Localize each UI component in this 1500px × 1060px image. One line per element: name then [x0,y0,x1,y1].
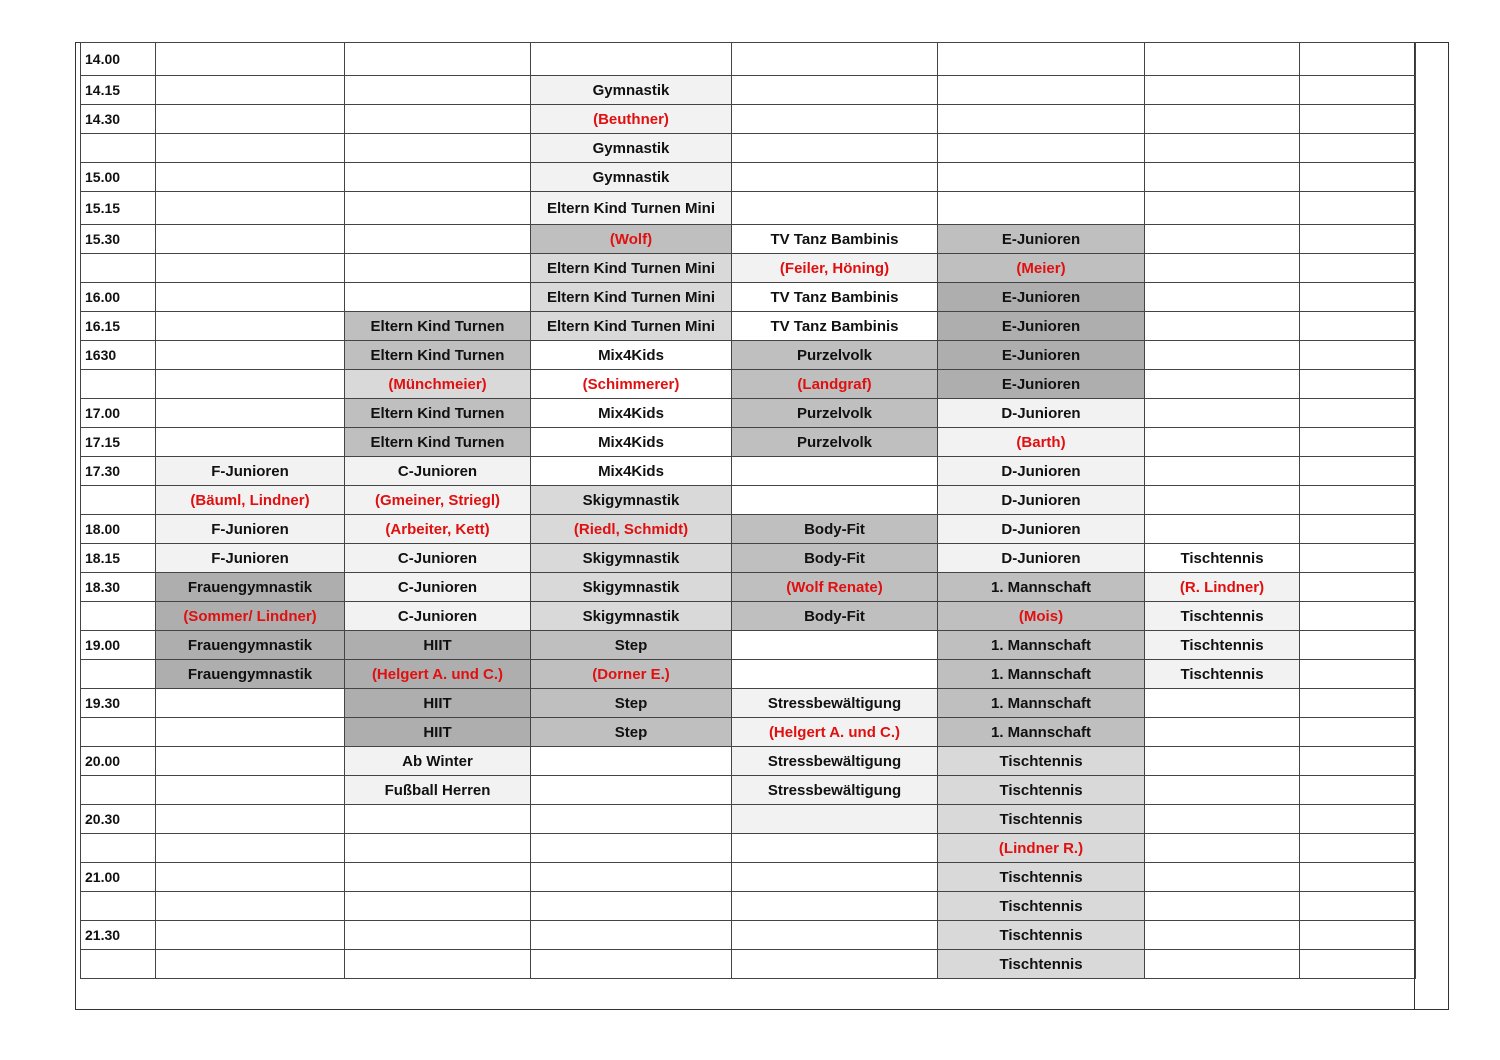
schedule-cell [732,805,938,834]
time-cell [81,950,156,979]
schedule-row [81,254,1416,283]
schedule-cell [345,192,531,225]
time-cell: 15.15 [81,192,156,225]
schedule-cell: Eltern Kind Turnen Mini [531,254,732,283]
schedule-cell: Purzelvolk [732,399,938,428]
schedule-cell: (Helgert A. und C.) [732,718,938,747]
schedule-cell [156,43,345,76]
time-cell: 17.00 [81,399,156,428]
schedule-cell [938,134,1145,163]
schedule-cell [1300,192,1416,225]
schedule-cell [732,105,938,134]
schedule-row [81,544,1416,573]
schedule-cell [1300,689,1416,718]
time-cell [81,486,156,515]
schedule-cell: (Beuthner) [531,105,732,134]
schedule-row [81,660,1416,689]
schedule-cell [531,950,732,979]
schedule-table [80,42,1416,979]
schedule-cell: HIIT [345,631,531,660]
schedule-cell [345,105,531,134]
schedule-cell: (Landgraf) [732,370,938,399]
schedule-row [81,602,1416,631]
time-cell [81,602,156,631]
time-cell [81,776,156,805]
time-cell [81,718,156,747]
schedule-cell [1300,486,1416,515]
schedule-cell: Tischtennis [1145,631,1300,660]
schedule-cell: (Wolf Renate) [732,573,938,602]
time-cell: 18.15 [81,544,156,573]
schedule-cell [156,718,345,747]
schedule-row [81,515,1416,544]
schedule-cell [1300,76,1416,105]
schedule-cell: Eltern Kind Turnen [345,312,531,341]
schedule-cell [156,312,345,341]
schedule-cell [156,747,345,776]
schedule-cell [1300,134,1416,163]
schedule-cell [732,950,938,979]
schedule-cell: D-Junioren [938,544,1145,573]
schedule-cell [531,747,732,776]
schedule-cell: Tischtennis [938,776,1145,805]
schedule-cell: (Riedl, Schmidt) [531,515,732,544]
schedule-cell [1300,776,1416,805]
schedule-cell [1300,950,1416,979]
time-cell: 19.30 [81,689,156,718]
schedule-row [81,428,1416,457]
schedule-row [81,312,1416,341]
schedule-cell [732,486,938,515]
schedule-cell: Mix4Kids [531,341,732,370]
schedule-cell [1145,105,1300,134]
time-cell: 15.30 [81,225,156,254]
schedule-cell [1145,834,1300,863]
schedule-cell [345,163,531,192]
schedule-cell: (Mois) [938,602,1145,631]
schedule-cell [1145,776,1300,805]
schedule-cell [345,921,531,950]
schedule-cell [938,43,1145,76]
schedule-cell: HIIT [345,689,531,718]
schedule-cell [1300,660,1416,689]
schedule-cell: (Schimmerer) [531,370,732,399]
schedule-cell: Fußball Herren [345,776,531,805]
schedule-cell [156,254,345,283]
schedule-cell [1145,718,1300,747]
schedule-cell [1145,283,1300,312]
schedule-cell: Frauengymnastik [156,631,345,660]
schedule-cell [1145,370,1300,399]
schedule-cell [156,950,345,979]
schedule-cell [732,660,938,689]
time-cell: 18.00 [81,515,156,544]
schedule-row [81,283,1416,312]
schedule-cell: Body-Fit [732,544,938,573]
schedule-cell: Mix4Kids [531,428,732,457]
schedule-row [81,399,1416,428]
schedule-cell [1300,718,1416,747]
schedule-cell: (Gmeiner, Striegl) [345,486,531,515]
schedule-cell [732,163,938,192]
schedule-cell: Skigymnastik [531,602,732,631]
schedule-cell [1145,225,1300,254]
schedule-cell [1145,399,1300,428]
schedule-cell [1300,805,1416,834]
schedule-cell: Purzelvolk [732,428,938,457]
schedule-cell [1300,457,1416,486]
schedule-cell: C-Junioren [345,602,531,631]
schedule-cell [156,689,345,718]
schedule-cell [1300,283,1416,312]
schedule-cell: Eltern Kind Turnen [345,428,531,457]
schedule-cell: Tischtennis [1145,660,1300,689]
schedule-cell: Eltern Kind Turnen Mini [531,192,732,225]
schedule-row [81,805,1416,834]
schedule-cell: E-Junioren [938,283,1145,312]
schedule-cell: Purzelvolk [732,341,938,370]
schedule-cell [1145,192,1300,225]
schedule-cell [1300,163,1416,192]
schedule-row [81,163,1416,192]
schedule-cell: Eltern Kind Turnen Mini [531,312,732,341]
schedule-cell: Skigymnastik [531,544,732,573]
schedule-cell: Ab Winter [345,747,531,776]
schedule-cell [156,834,345,863]
schedule-row [81,921,1416,950]
schedule-cell [1300,747,1416,776]
schedule-cell [156,283,345,312]
schedule-cell [1145,76,1300,105]
schedule-cell: Frauengymnastik [156,660,345,689]
schedule-cell [156,76,345,105]
schedule-row [81,486,1416,515]
schedule-cell [1300,428,1416,457]
schedule-cell [156,805,345,834]
schedule-cell: (R. Lindner) [1145,573,1300,602]
time-cell: 14.15 [81,76,156,105]
schedule-cell [732,834,938,863]
schedule-cell [156,428,345,457]
schedule-cell [345,76,531,105]
schedule-cell: Tischtennis [1145,544,1300,573]
schedule-cell: TV Tanz Bambinis [732,312,938,341]
schedule-cell [1300,43,1416,76]
schedule-row [81,457,1416,486]
time-cell [81,834,156,863]
time-cell [81,134,156,163]
schedule-row [81,689,1416,718]
schedule-cell: F-Junioren [156,457,345,486]
schedule-row [81,225,1416,254]
schedule-cell: D-Junioren [938,457,1145,486]
schedule-cell [1145,950,1300,979]
schedule-cell [1145,689,1300,718]
schedule-row [81,776,1416,805]
schedule-row [81,192,1416,225]
schedule-cell [345,134,531,163]
schedule-cell: (Wolf) [531,225,732,254]
schedule-cell: Tischtennis [1145,602,1300,631]
schedule-cell [1300,921,1416,950]
schedule-cell: Gymnastik [531,163,732,192]
schedule-cell [1145,921,1300,950]
schedule-cell: (Lindner R.) [938,834,1145,863]
schedule-cell [531,834,732,863]
time-cell: 16.15 [81,312,156,341]
schedule-cell: Frauengymnastik [156,573,345,602]
time-cell: 18.30 [81,573,156,602]
schedule-cell: Stressbewältigung [732,747,938,776]
schedule-row [81,950,1416,979]
time-cell: 15.00 [81,163,156,192]
schedule-cell [156,163,345,192]
schedule-cell: Body-Fit [732,602,938,631]
schedule-cell [531,863,732,892]
schedule-cell: Mix4Kids [531,399,732,428]
schedule-cell [732,457,938,486]
schedule-cell [1145,892,1300,921]
schedule-cell [156,863,345,892]
schedule-cell: HIIT [345,718,531,747]
schedule-cell [732,863,938,892]
time-cell: 1630 [81,341,156,370]
schedule-row [81,863,1416,892]
schedule-cell [1145,163,1300,192]
schedule-cell: Gymnastik [531,76,732,105]
schedule-cell: (Meier) [938,254,1145,283]
schedule-cell: Eltern Kind Turnen [345,341,531,370]
schedule-cell [1145,515,1300,544]
schedule-row [81,370,1416,399]
schedule-cell [156,399,345,428]
schedule-row [81,134,1416,163]
schedule-cell [531,43,732,76]
schedule-row [81,573,1416,602]
time-cell [81,370,156,399]
schedule-cell [1145,457,1300,486]
schedule-cell: Tischtennis [938,747,1145,776]
schedule-cell: E-Junioren [938,370,1145,399]
time-cell: 20.30 [81,805,156,834]
time-cell: 21.30 [81,921,156,950]
schedule-cell [938,105,1145,134]
schedule-cell: 1. Mannschaft [938,718,1145,747]
schedule-cell: D-Junioren [938,399,1145,428]
schedule-cell [732,76,938,105]
schedule-cell [345,950,531,979]
schedule-cell: (Helgert A. und C.) [345,660,531,689]
schedule-cell: E-Junioren [938,312,1145,341]
schedule-cell [531,805,732,834]
schedule-cell [1300,573,1416,602]
schedule-cell: C-Junioren [345,544,531,573]
time-cell [81,660,156,689]
schedule-cell [345,834,531,863]
schedule-cell [732,134,938,163]
schedule-cell: C-Junioren [345,457,531,486]
schedule-cell: 1. Mannschaft [938,689,1145,718]
schedule-cell [1300,544,1416,573]
schedule-cell: D-Junioren [938,486,1145,515]
schedule-cell: Stressbewältigung [732,776,938,805]
schedule-cell [156,192,345,225]
schedule-cell: C-Junioren [345,573,531,602]
schedule-cell [1145,312,1300,341]
schedule-cell: 1. Mannschaft [938,631,1145,660]
time-cell: 14.30 [81,105,156,134]
schedule-cell [345,805,531,834]
time-cell: 20.00 [81,747,156,776]
schedule-cell [1300,399,1416,428]
schedule-cell [156,105,345,134]
schedule-cell [1145,134,1300,163]
schedule-cell: 1. Mannschaft [938,573,1145,602]
schedule-cell: Body-Fit [732,515,938,544]
schedule-cell: Mix4Kids [531,457,732,486]
schedule-row [81,718,1416,747]
schedule-cell [1300,254,1416,283]
schedule-cell: Tischtennis [938,863,1145,892]
time-cell: 17.30 [81,457,156,486]
schedule-cell: Skigymnastik [531,573,732,602]
schedule-cell [1145,341,1300,370]
schedule-cell: Stressbewältigung [732,689,938,718]
schedule-cell [156,892,345,921]
schedule-cell: Step [531,631,732,660]
schedule-cell [345,863,531,892]
schedule-cell [1300,105,1416,134]
time-cell [81,254,156,283]
schedule-cell: Skigymnastik [531,486,732,515]
schedule-cell [938,163,1145,192]
schedule-row [81,43,1416,76]
schedule-cell [156,225,345,254]
schedule-cell: TV Tanz Bambinis [732,283,938,312]
schedule-cell [345,892,531,921]
time-cell [81,892,156,921]
schedule-cell: F-Junioren [156,515,345,544]
schedule-cell [531,892,732,921]
schedule-row [81,105,1416,134]
schedule-cell [345,283,531,312]
schedule-cell [156,341,345,370]
schedule-cell [1300,834,1416,863]
schedule-cell: Eltern Kind Turnen [345,399,531,428]
schedule-cell: (Dorner E.) [531,660,732,689]
schedule-cell: Tischtennis [938,950,1145,979]
schedule-cell [345,254,531,283]
schedule-cell: (Münchmeier) [345,370,531,399]
schedule-row [81,341,1416,370]
schedule-cell [938,76,1145,105]
schedule-cell [1300,341,1416,370]
schedule-cell [732,631,938,660]
schedule-cell: Tischtennis [938,921,1145,950]
schedule-cell: Step [531,718,732,747]
schedule-cell: Step [531,689,732,718]
schedule-cell: 1. Mannschaft [938,660,1145,689]
schedule-cell: (Barth) [938,428,1145,457]
schedule-cell [531,921,732,950]
time-cell: 16.00 [81,283,156,312]
schedule-cell: D-Junioren [938,515,1145,544]
schedule-cell [156,776,345,805]
schedule-cell [1145,428,1300,457]
schedule-cell [1300,370,1416,399]
schedule-cell [1145,805,1300,834]
schedule-cell [732,43,938,76]
schedule-cell: F-Junioren [156,544,345,573]
schedule-cell [345,43,531,76]
schedule-row [81,76,1416,105]
schedule-cell [531,776,732,805]
schedule-cell [1300,312,1416,341]
schedule-cell: Tischtennis [938,892,1145,921]
schedule-cell: (Arbeiter, Kett) [345,515,531,544]
schedule-cell: E-Junioren [938,225,1145,254]
schedule-cell: (Feiler, Höning) [732,254,938,283]
schedule-row [81,892,1416,921]
schedule-cell [1300,225,1416,254]
schedule-row [81,631,1416,660]
schedule-cell [1145,43,1300,76]
schedule-cell: TV Tanz Bambinis [732,225,938,254]
time-cell: 17.15 [81,428,156,457]
schedule-cell [156,921,345,950]
schedule-cell: (Bäuml, Lindner) [156,486,345,515]
schedule-row [81,834,1416,863]
schedule-row [81,747,1416,776]
schedule-cell [1300,602,1416,631]
time-cell: 14.00 [81,43,156,76]
schedule-cell [1145,863,1300,892]
schedule-cell [156,370,345,399]
schedule-cell: Tischtennis [938,805,1145,834]
schedule-cell: Eltern Kind Turnen Mini [531,283,732,312]
schedule-cell [1300,631,1416,660]
schedule-cell [938,192,1145,225]
schedule-cell [732,192,938,225]
schedule-cell: Gymnastik [531,134,732,163]
schedule-cell: (Sommer/ Lindner) [156,602,345,631]
page-right-margin [1414,42,1450,1010]
schedule-cell [1300,515,1416,544]
schedule-cell: E-Junioren [938,341,1145,370]
schedule-cell [156,134,345,163]
time-cell: 19.00 [81,631,156,660]
schedule-cell [345,225,531,254]
schedule-cell [1145,747,1300,776]
time-cell: 21.00 [81,863,156,892]
schedule-cell [732,921,938,950]
schedule-cell [1300,863,1416,892]
schedule-cell [1145,486,1300,515]
schedule-cell [732,892,938,921]
schedule-cell [1300,892,1416,921]
schedule-cell [1145,254,1300,283]
